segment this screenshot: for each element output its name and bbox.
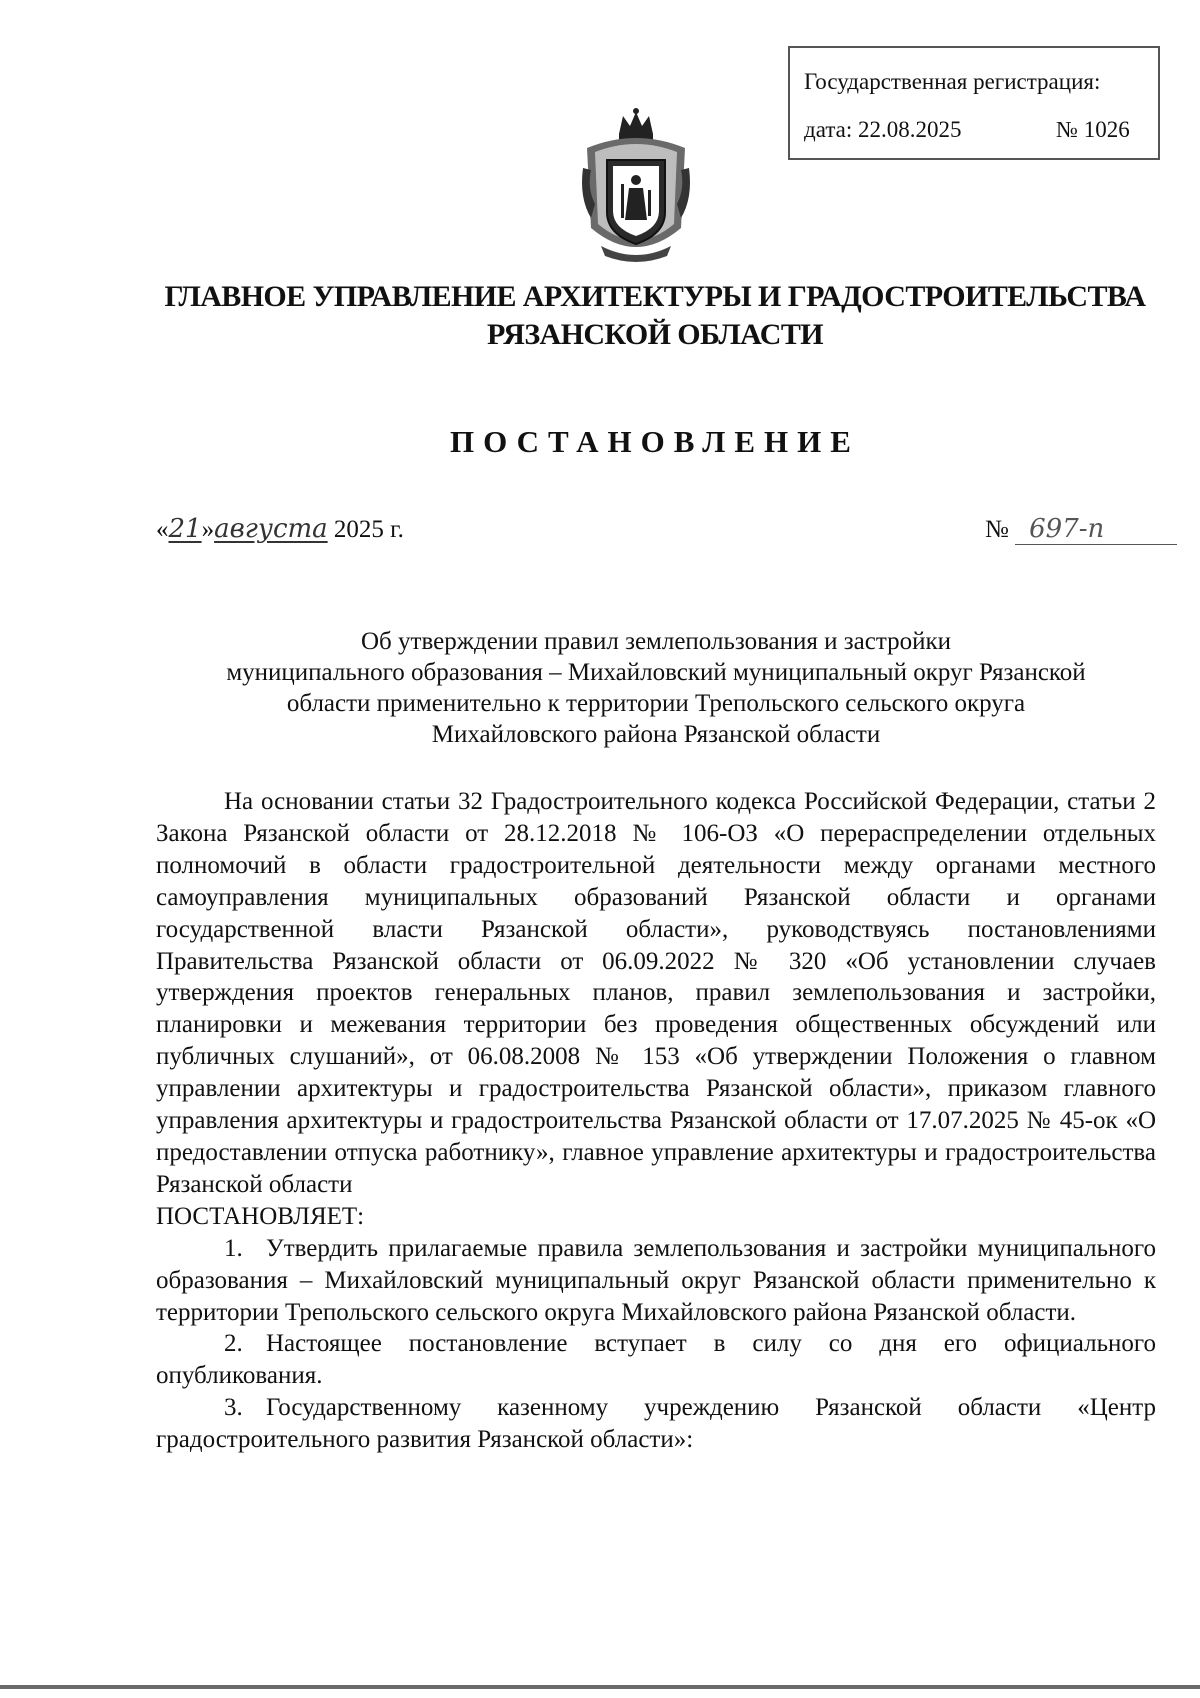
subject-line: Об утверждении правил землепользования и застройки [361,628,951,655]
registration-details [804,116,1130,144]
date-year: 2025 г. [333,516,404,543]
decree-word: ПОСТАНОВЛЯЕТ: [156,1202,365,1230]
item-text: Государственному казенному учреждению Рязанской области «Центр градостроительного развития Рязанской области»: [156,1394,1156,1454]
date-close-quote: » [201,516,215,543]
list-item [156,1392,1156,1456]
document-subject [156,626,1156,750]
date-open-quote: « [156,516,169,543]
document-date [156,514,404,544]
registration-title: Государственная регистрация: [804,69,1101,94]
subject-line: области применительно к территории Трепольского сельского округа [286,690,1026,717]
item-text: Настоящее постановление вступает в силу со дня его официального опубликования. [156,1330,1156,1390]
registration-stamp [788,46,1160,160]
number-label: № [985,516,1009,543]
scan-edge-divider [0,1685,1200,1689]
organization-name-line1: ГЛАВНОЕ УПРАВЛЕНИЕ АРХИТЕКТУРЫ И ГРАДОСТРОИТЕЛЬСТВА [164,280,1146,313]
document-number [985,514,1177,545]
subject-line: Михайловского района Рязанской области [431,721,881,748]
item-number: 3. [224,1394,243,1422]
date-month-handwritten: августа [214,514,328,544]
preamble-paragraph: На основании статьи 32 Градостроительного кодекса Российской Федерации, статьи 2 Закона Рязанской области от 28.12.2018 № 106-ОЗ «О перераспределении отдельных полномочий в области градостроительной деятельности между органами местного самоуправления муниципальных образований Рязанской области и органами государственной власти Рязанской области», руководствуясь постановлениями Правительства Рязанской области от 06.09.2022 № 320 «Об установлении случаев утверждения проектов генеральных планов, правил землепользования и застройки, планировки и межевания территории без проведения общественных обсуждений или публичных слушаний», от 06.08.2008 № 153 «Об утверждении Положения о главном управлении архитектуры и градостроительства Рязанской области», приказом главного управления архитектуры и градостроительства Рязанской области от 17.07.2025 № 45-ок «О предоставлении отпуска работнику», главное управление архитектуры и градостроительства Рязанской области [156,788,1156,1198]
item-number: 2. [224,1330,243,1358]
list-item [156,1233,1156,1329]
document-body [156,786,1156,1456]
subject-line: муниципального образования – Михайловский муниципальный округ Рязанской [226,659,1086,686]
coat-of-arms-icon [577,108,695,266]
organization-name-line2: РЯЗАНСКОЙ ОБЛАСТИ [487,318,823,351]
item-number: 1. [224,1234,243,1262]
item-text: Утвердить прилагаемые правила землепользования и застройки муниципального образования – Михайловский муниципальный округ Рязанской области применительно к территории Трепольского сельского округа Михайловского района Рязанской области. [156,1234,1156,1326]
registration-date: дата: 22.08.2025 [804,117,962,142]
registration-number: № 1026 [1056,117,1130,142]
number-value-handwritten: 697-п [1015,514,1177,545]
list-item [156,1328,1156,1392]
date-day-handwritten: 21 [168,514,202,544]
document-type-title: ПОСТАНОВЛЕНИЕ [450,424,860,459]
organization-name [0,278,1200,354]
